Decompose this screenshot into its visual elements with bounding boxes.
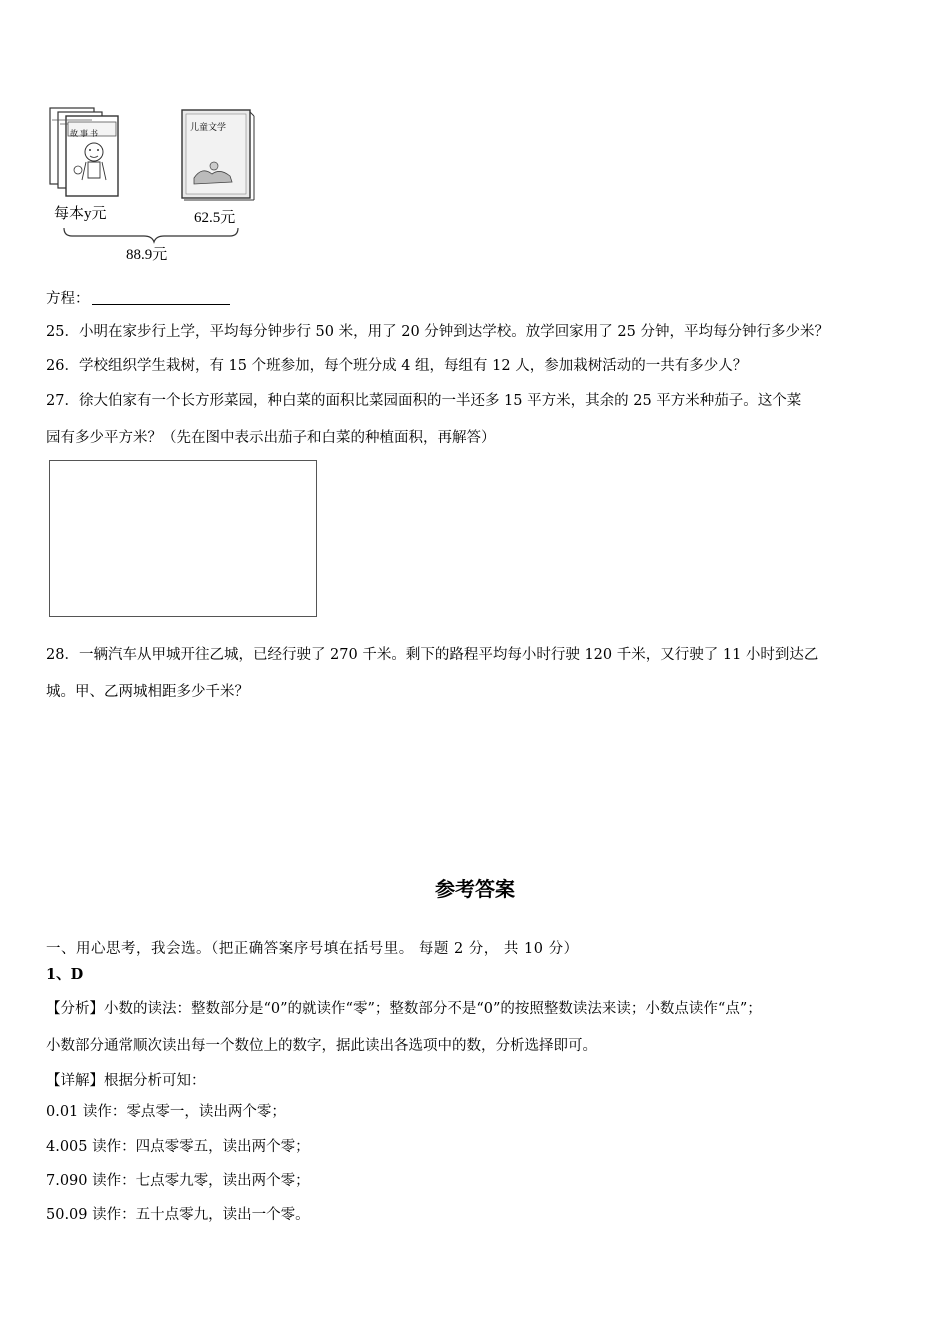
question-26: 26．学校组织学生栽树，有 15 个班参加，每个班分成 4 组，每组有 12 人，参加栽树活动的一共有多少人？: [46, 358, 748, 374]
detail-item: 0.01 读作：零点零一，读出两个零；: [46, 1104, 286, 1120]
equation-blank[interactable]: [92, 290, 230, 305]
equation-label: 方程：: [46, 291, 90, 307]
analysis-line2: 小数部分通常顺次读出每一个数位上的数字，据此读出各选项中的数，分析选择即可。: [46, 1038, 597, 1054]
question-28-line2: 城。甲、乙两城相距多少千米？: [46, 684, 249, 700]
question-27-line1: 27．徐大伯家有一个长方形菜园，种白菜的面积比菜园面积的一半还多 15 平方米，其余的 25 平方米种茄子。这个菜: [46, 393, 802, 409]
label-total-price: 88.9元: [126, 247, 168, 263]
detail-item: 7.090 读作：七点零九零，读出两个零；: [46, 1173, 310, 1189]
analysis-line1: 【分析】小数的读法：整数部分是“0”的就读作“零”；整数部分不是“0”的按照整数读法来读；小数点读作“点”；: [46, 1001, 762, 1017]
label-each-book-price: 每本y元: [54, 206, 107, 222]
detail-item: 50.09 读作：五十点零九，读出一个零。: [46, 1207, 310, 1223]
answers-heading: 参考答案: [435, 877, 515, 901]
equation-line: [46, 287, 230, 308]
garden-rectangle: [49, 460, 317, 617]
question-28-line1: 28．一辆汽车从甲城开往乙城，已经行驶了 270 千米。剩下的路程平均每小时行驶 120 千米，又行驶了 11 小时到达乙: [46, 647, 819, 663]
section1-title: 一、用心思考，我会选。（把正确答案序号填在括号里。 每题 2 分， 共 10 分）: [46, 941, 579, 957]
answer-1-label: 1、D: [46, 966, 84, 983]
book2-cover-text: 儿童文学: [190, 122, 227, 132]
detail-title: 【详解】根据分析可知：: [46, 1073, 206, 1089]
detail-item: 4.005 读作：四点零零五，读出两个零；: [46, 1139, 310, 1155]
books-illustration: [44, 100, 264, 270]
label-book-price: 62.5元: [194, 210, 236, 226]
book1-cover-text: 故 事 书: [70, 129, 98, 138]
question-27-line2: 园有多少平方米？（先在图中表示出茄子和白菜的种植面积，再解答）: [46, 430, 496, 446]
question-25: 25．小明在家步行上学，平均每分钟步行 50 米，用了 20 分钟到达学校。放学回家用了 25 分钟，平均每分钟行多少米？: [46, 324, 829, 340]
